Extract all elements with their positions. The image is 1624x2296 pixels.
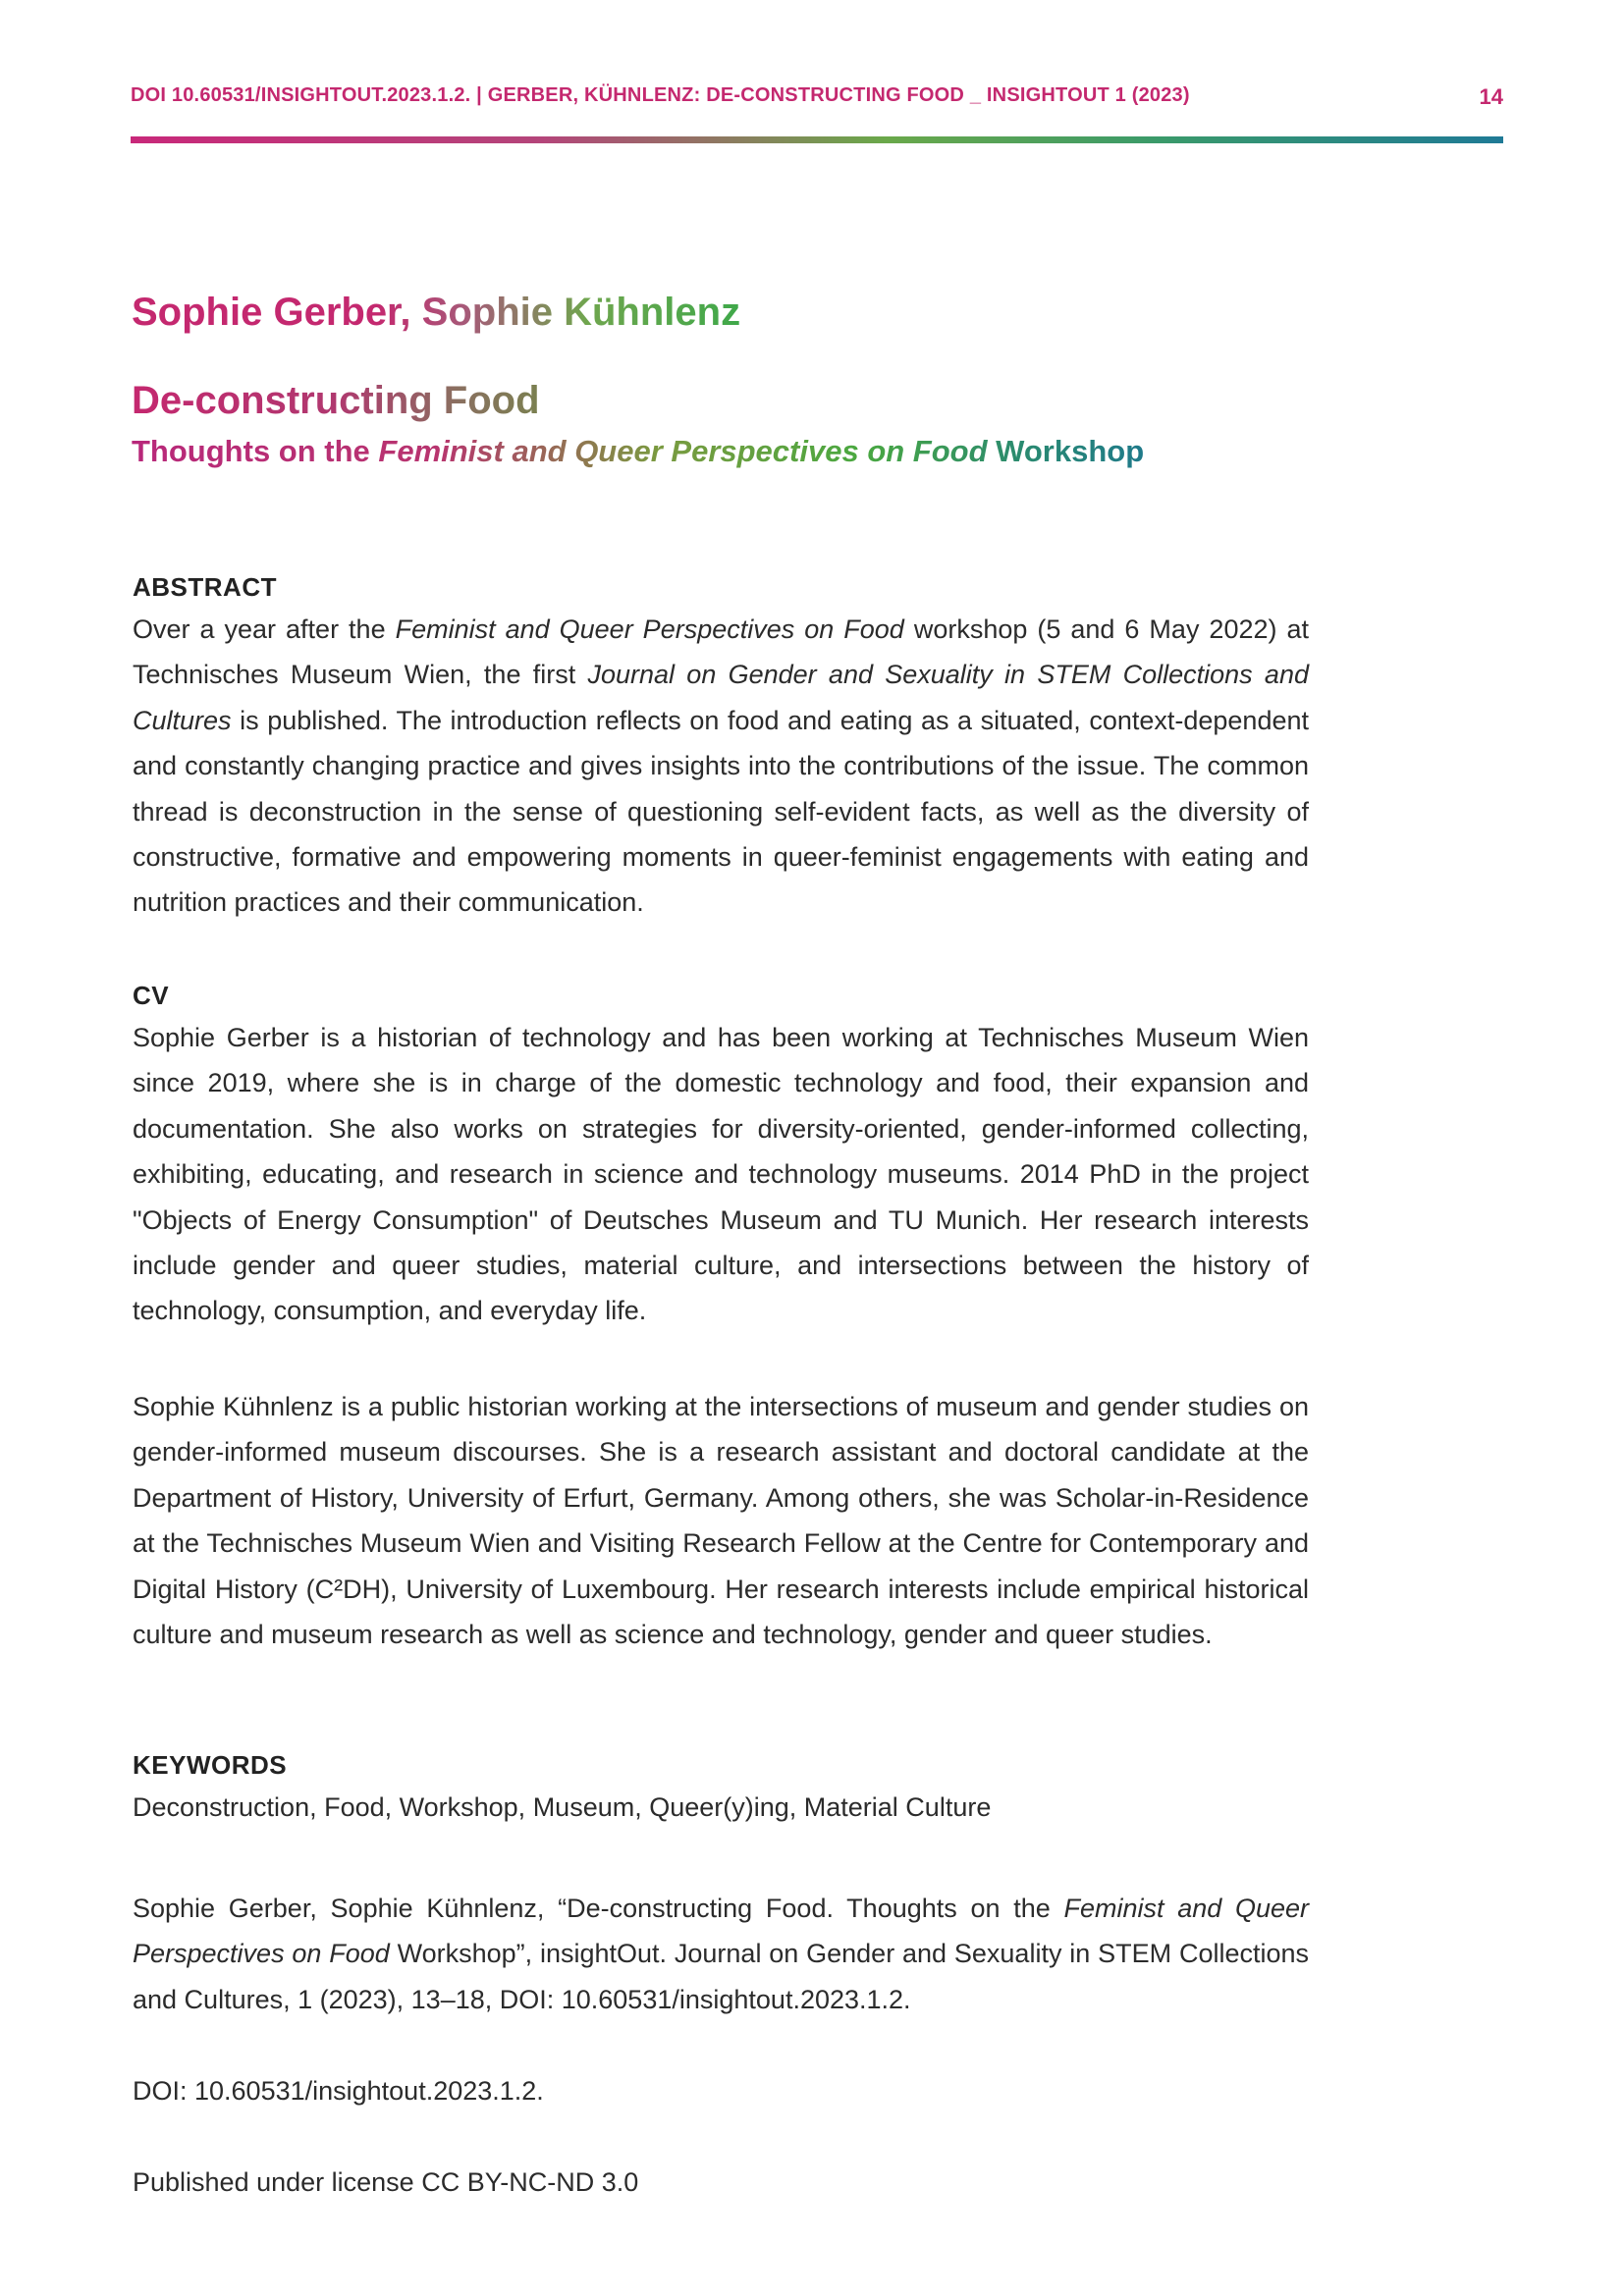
license-block — [133, 2160, 1309, 2205]
keywords-section — [133, 1745, 1309, 1830]
page-number: 14 — [1479, 84, 1503, 109]
abstract-section — [133, 567, 1309, 926]
running-header — [131, 84, 1503, 110]
abstract-heading: ABSTRACT — [133, 572, 277, 602]
abstract-italic-journal: Journal on Gender and Sexuality in STEM Collections and Cultures — [133, 660, 1309, 735]
license-line: Published under license CC BY-NC-ND 3.0 — [133, 2167, 639, 2197]
citation-block — [133, 1886, 1309, 2022]
abstract-text-part: Over a year after the — [133, 614, 396, 644]
article-title: De-constructing Food — [132, 373, 540, 428]
article-subtitle — [132, 430, 1144, 473]
abstract-text — [133, 607, 1309, 926]
subtitle-suffix: Workshop — [987, 434, 1145, 468]
cv-kuehnlenz-text: Sophie Kühnlenz is a public historian working at the intersections of museum and gender studies on gender-informed museum discourses. She is a research assistant and doctoral candidate at the Department of History, University of Erfurt, Germany. Among others, she was Scholar-in-Residence at the Technisches Museum Wien and Visiting Research Fellow at the Centre for Contemporary and Digital History (C²DH), University of Luxembourg. Her research interests include empirical historical culture and museum research as well as science and technology, gender and queer studies. — [133, 1392, 1309, 1650]
doi-line: DOI: 10.60531/insightout.2023.1.2. — [133, 2076, 544, 2106]
abstract-text-part: workshop (5 and 6 May 2022) at Technisches Museum Wien, the first — [133, 614, 1310, 690]
subtitle-italic: Feminist and Queer Perspectives on Food — [378, 434, 988, 468]
citation-text — [133, 1886, 1309, 2022]
abstract-text-part: is published. The introduction reflects on food and eating as a situated, context-dependent and constantly changing practice and gives insights into the contributions of the issue. The common thread is deconstruction in the sense of questioning self-evident facts, as well as the diversity of constructive, formative and empowering moments in queer-feminist engagements with eating and nutrition practices and their communication. — [133, 705, 1309, 918]
citation-text-part: Sophie Gerber, Sophie Kühnlenz, “De-constructing Food. Thoughts on the — [133, 1894, 1064, 1923]
abstract-italic-workshop: Feminist and Queer Perspectives on Food — [395, 614, 904, 644]
cv-gerber-text: Sophie Gerber is a historian of technology and has been working at Technisches Museum Wien since 2019, where she is in charge of the domestic technology and food, their expansion and documentation. She also works on strategies for diversity-oriented, gender-informed collecting, exhibiting, educating, and research in science and technology museums. 2014 PhD in the project "Objects of Energy Consumption" of Deutsches Museum and TU Munich. Her research interests include gender and queer studies, material culture, and intersections between the history of technology, consumption, and everyday life. — [133, 1023, 1309, 1326]
doi-block — [133, 2068, 1309, 2113]
running-head-text: DOI 10.60531/INSIGHTOUT.2023.1.2. | GERBER, KÜHNLENZ: DE-CONSTRUCTING FOOD _ INSIGHTOUT 1 (2023) — [131, 84, 1190, 106]
subtitle-prefix: Thoughts on the — [132, 434, 379, 468]
keywords-heading: KEYWORDS — [133, 1750, 288, 1780]
keywords-list: Deconstruction, Food, Workshop, Museum, Queer(y)ing, Material Culture — [133, 1792, 992, 1822]
citation-text-part: Workshop”, insightOut. Journal on Gender and Sexuality in STEM Collections and Cultures, 1 (2023), 13–18, DOI: 10.60531/insightout.2023.1.2. — [133, 1939, 1310, 2014]
header-gradient-rule — [131, 136, 1503, 143]
citation-italic: Feminist and Queer Perspectives on Food — [133, 1894, 1309, 1969]
article-authors: Sophie Gerber, Sophie Kühnlenz — [132, 285, 740, 340]
cv-section — [133, 976, 1309, 1334]
cv-kuehnlenz-block — [133, 1384, 1309, 1657]
cv-heading: CV — [133, 981, 170, 1010]
